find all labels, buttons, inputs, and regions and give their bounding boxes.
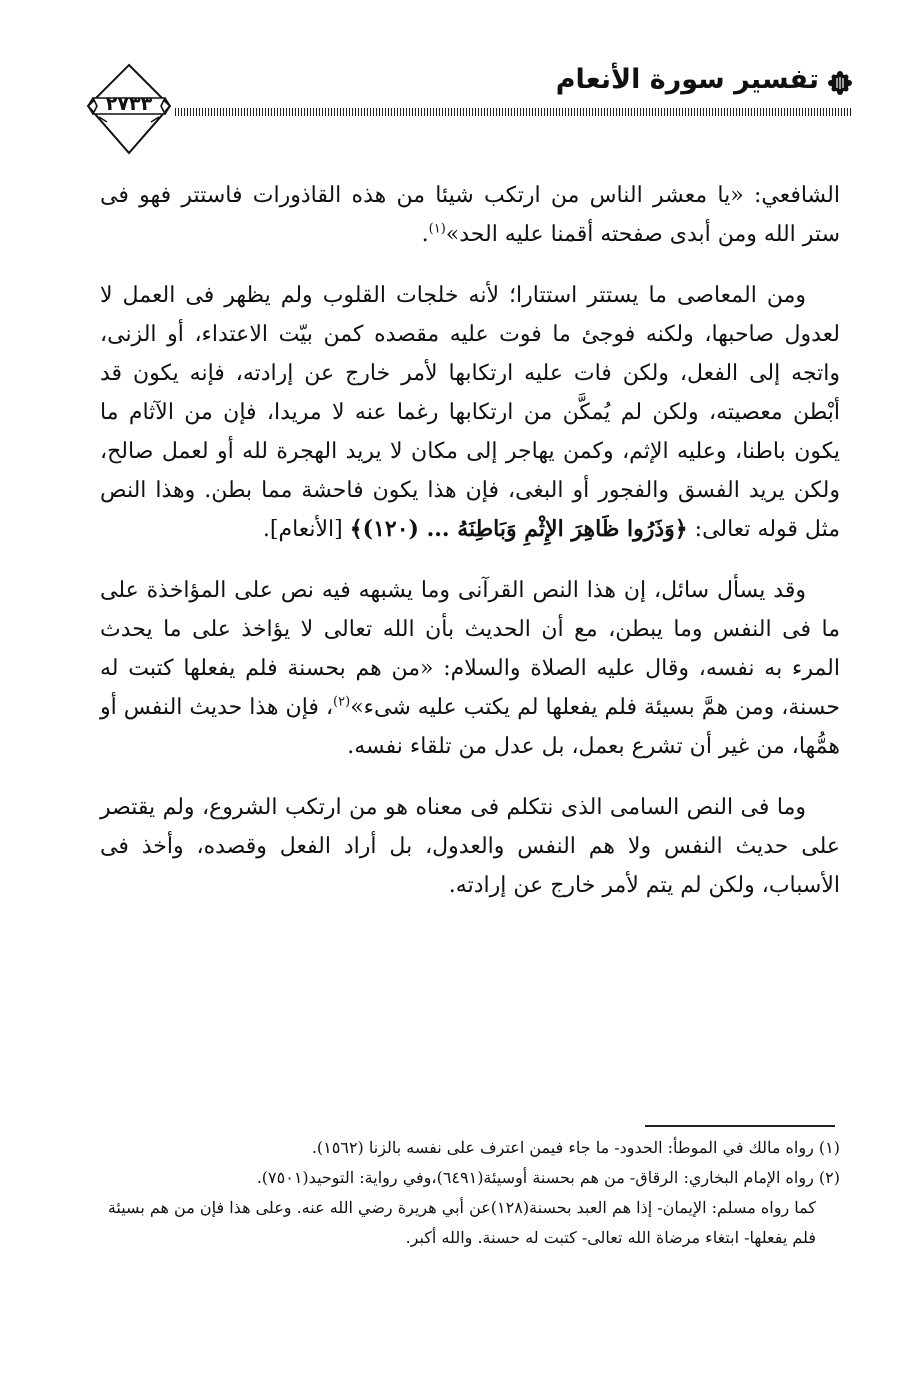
page-header <box>85 62 855 157</box>
paragraph: وما فى النص السامى الذى نتكلم فى معناه هو من ارتكب الشروع، ولم يقتصر على حديث النفس ولا هم النفس والعدول، بل أراد الفعل وقصده، وأخذ فى الأسباب، ولكن لم يتم لأمر خارج عن إرادته. <box>100 795 840 898</box>
running-header-title: تفسير سورة الأنعام <box>555 64 819 95</box>
header-rule <box>175 108 853 116</box>
main-text <box>100 176 840 927</box>
footnote: (١) رواه مالك في الموطأ: الحدود- ما جاء فيمن اعترف على نفسه بالزنا (١٥٦٢). <box>311 1138 840 1157</box>
page-number: ٢٧٣٣ <box>105 93 153 115</box>
paragraph: وقد يسأل سائل، إن هذا النص القرآنى وما يشبهه فيه نص على المؤاخذة على ما فى النفس وما يبطن، مع أن الحديث بأن الله تعالى لا يؤاخذ على ما يحدث المرء به نفسه، وقال عليه الصلاة والسلام: «من هم بحسنة فلم يفعلها كتبت له حسنة، ومن همَّ بسيئة فلم يفعلها لم يكتب عليه شىء»$^{(٢)}$، فإن هذا حديث النفس أو همُّها، من غير أن تشرع بعمل، بل عدل من تلقاء نفسه. <box>100 578 840 759</box>
footnote-ref: (٢) <box>333 694 351 710</box>
paragraph: الشافعي: «يا معشر الناس من ارتكب شيئا من هذه القاذورات فاستتر فهو فى ستر الله ومن أبدى صفحته أقمنا عليه الحد»$^{(١)}$. <box>100 183 840 247</box>
footnote-separator <box>645 1125 835 1127</box>
footnote: كما رواه مسلم: الإيمان- إذا هم العبد بحسنة(١٢٨)عن أبي هريرة رضي الله عنه. وعلى هذا فإن من هم بسيئة فلم يفعلها- ابتغاء مرضاة الله تعالى- كتبت له حسنة. والله أكبر. <box>107 1198 816 1247</box>
footnote-ref: (١) <box>428 221 446 237</box>
footnote: (٢) رواه الإمام البخاري: الرقاق- من هم بحسنة أوسيئة(٦٤٩١)،وفي رواية: التوحيد(٧٥٠١). <box>256 1168 840 1187</box>
footnotes <box>100 1133 840 1253</box>
quran-verse: ﴿وَذَرُوا ظَاهِرَ الإِثْمِ وَبَاطِنَهُ ... (١٢٠)﴾ <box>349 516 688 542</box>
paragraph: ومن المعاصى ما يستتر استتارا؛ لأنه خلجات القلوب ولم يظهر فى العمل لا لعدول صاحبها، ولكنه فوجئ ما فوت عليه مقصده كمن بيّت الاعتداء، أو الزنى، واتجه إلى الفعل، ولكن فات عليه ارتكابها لأمر خارج عن إرادته، فإنه يكون قد أبْطن معصيته، ولكن لم يُمكَّن من ارتكابها رغما عنه لا مريدا، فإن من الآثام ما يكون باطنا، وعليه الإثم، وكمن يهاجر إلى مكان لا يريد الهجرة لله أو لعمل صالح، ولكن يريد الفسق والفجور أو البغى، فإن هذا يكون فاحشة مما بطن. وهذا النص مثل قوله تعالى: ﴿وَذَرُوا ظَاهِرَ الإِثْمِ وَبَاطِنَهُ ... (١٢٠)﴾ [الأنعام]. <box>100 283 840 542</box>
flower-ornament-icon <box>827 70 853 96</box>
